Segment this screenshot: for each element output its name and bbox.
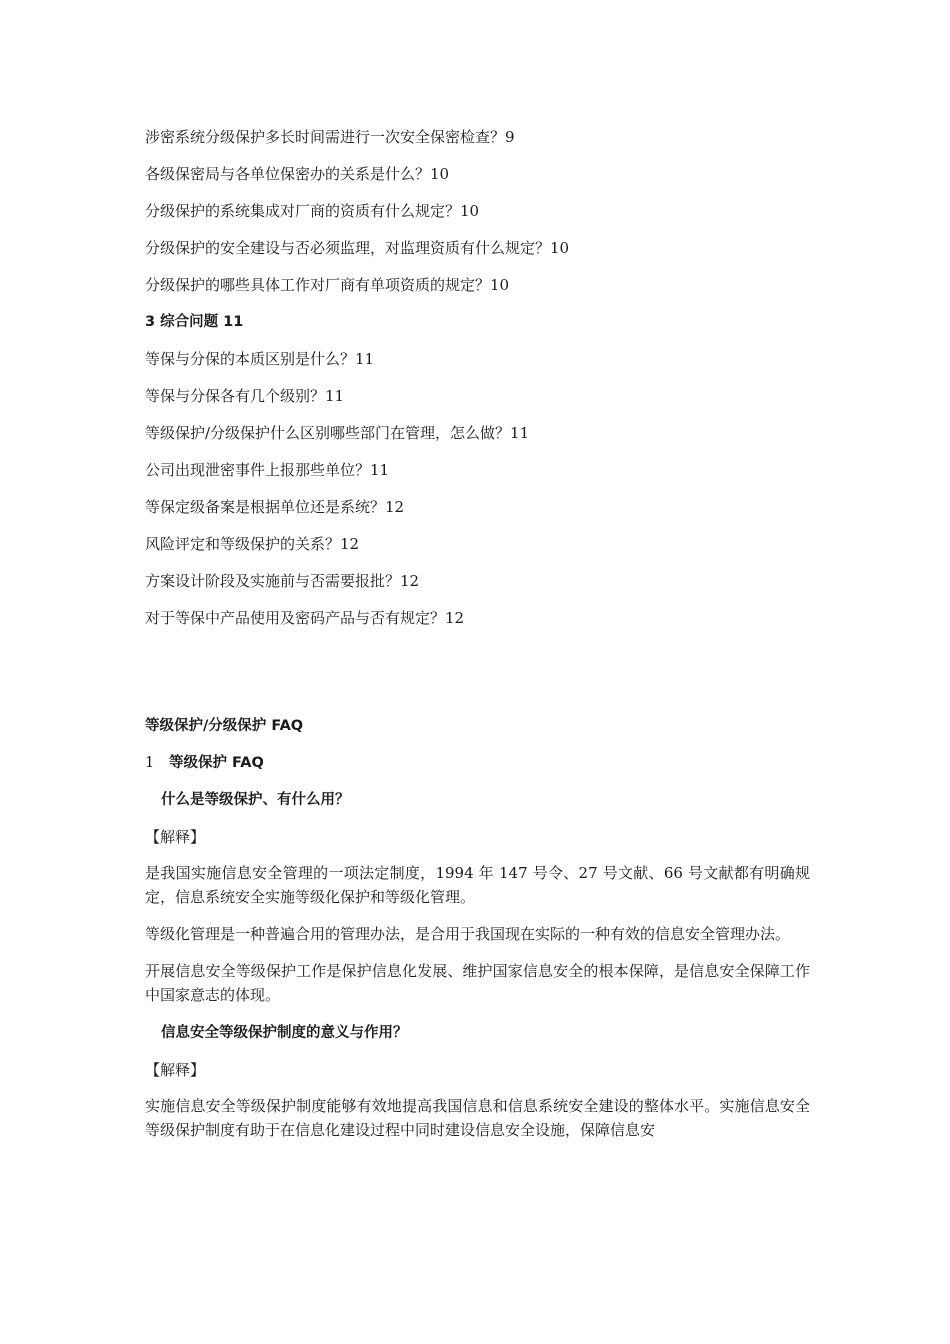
- answer-paragraph: 开展信息安全等级保护工作是保护信息化发展、维护国家信息安全的根本保障，是信息安全保障工作中国家意志的体现。: [145, 962, 810, 1004]
- toc-item[interactable]: 等级保护/分级保护什么区别哪些部门在管理，怎么做？11: [145, 424, 530, 442]
- toc-section-heading[interactable]: 3 综合问题 11: [145, 314, 244, 330]
- question-heading: 什么是等级保护、有什么用？: [161, 792, 350, 808]
- question-heading: 信息安全等级保护制度的意义与作用？: [161, 1025, 408, 1041]
- toc-item[interactable]: 涉密系统分级保护多长时间需进行一次安全保密检查？9: [145, 128, 515, 146]
- toc-item[interactable]: 等保与分保的本质区别是什么？11: [145, 350, 375, 368]
- toc-item[interactable]: 等保与分保各有几个级别？11: [145, 387, 345, 405]
- answer-paragraph: 实施信息安全等级保护制度能够有效地提高我国信息和信息系统安全建设的整体水平。实施信息安全等级保护制度有助于在信息化建设过程中同时建设信息安全设施，保障信息安: [145, 1097, 810, 1139]
- toc-item[interactable]: 等保定级备案是根据单位还是系统？12: [145, 498, 405, 516]
- section-title: 等级保护 FAQ: [169, 755, 264, 771]
- toc-item[interactable]: 方案设计阶段及实施前与否需要报批？12: [145, 572, 420, 590]
- explanation-label: 【解释】: [145, 828, 206, 846]
- table-of-contents: [145, 124, 825, 642]
- toc-item[interactable]: 风险评定和等级保护的关系？12: [145, 535, 360, 553]
- toc-item[interactable]: 分级保护的安全建设与否必须监理，对监理资质有什么规定？10: [145, 239, 570, 257]
- document-title: 等级保护/分级保护 FAQ: [145, 718, 304, 734]
- toc-item[interactable]: 公司出现泄密事件上报那些单位？11: [145, 461, 390, 479]
- answer-paragraph: 是我国实施信息安全管理的一项法定制度，1994 年 147 号令、27 号文献、66 号文献都有明确规定，信息系统安全实施等级化保护和等级化管理。: [145, 864, 810, 906]
- toc-item[interactable]: 对于等保中产品使用及密码产品与否有规定？12: [145, 609, 465, 627]
- section-heading: [145, 750, 810, 787]
- section-number: 1: [145, 755, 155, 771]
- answer-paragraph: 等级化管理是一种普遍合用的管理办法，是合用于我国现在实际的一种有效的信息安全管理办法。: [145, 925, 791, 943]
- toc-item[interactable]: 分级保护的哪些具体工作对厂商有单项资质的规定？10: [145, 276, 510, 294]
- toc-item[interactable]: 各级保密局与各单位保密办的关系是什么？10: [145, 165, 450, 183]
- document-body: [145, 713, 810, 1155]
- explanation-label: 【解释】: [145, 1061, 206, 1079]
- toc-item[interactable]: 分级保护的系统集成对厂商的资质有什么规定？10: [145, 202, 480, 220]
